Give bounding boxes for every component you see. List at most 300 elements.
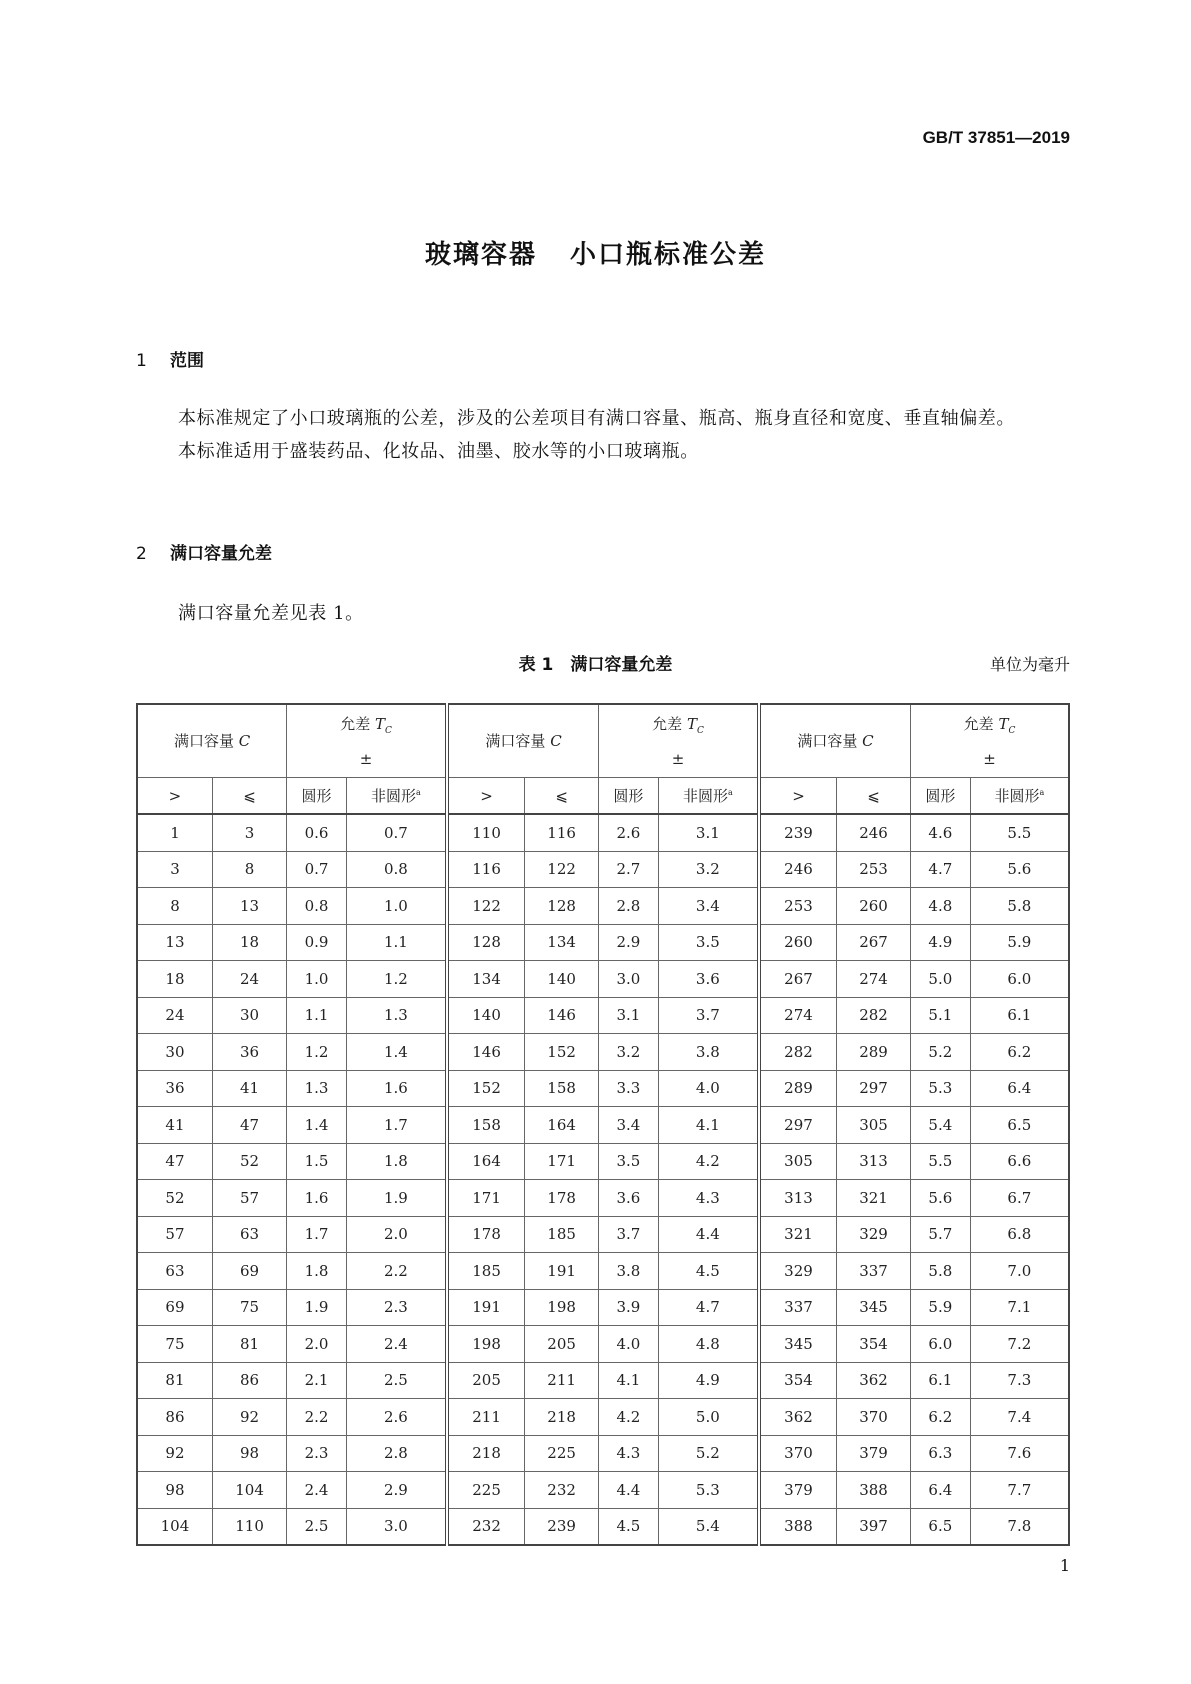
table-cell: 3.0 bbox=[599, 961, 659, 998]
table-cell: 397 bbox=[837, 1508, 911, 1545]
table-cell: 18 bbox=[212, 924, 286, 961]
header-tolerance bbox=[599, 704, 759, 778]
table-cell: 5.2 bbox=[911, 1034, 971, 1071]
table-cell: 2.2 bbox=[346, 1253, 447, 1290]
table-cell: 274 bbox=[837, 961, 911, 998]
table-cell: 2.6 bbox=[599, 814, 659, 851]
tolerance-symbol: T bbox=[998, 714, 1009, 733]
table-cell: 5.6 bbox=[970, 851, 1069, 888]
table-cell: 13 bbox=[137, 924, 212, 961]
table-cell: 7.1 bbox=[970, 1289, 1069, 1326]
table-cell: 4.0 bbox=[599, 1326, 659, 1363]
table-cell: 321 bbox=[759, 1216, 837, 1253]
plus-minus: ± bbox=[359, 749, 373, 768]
table-cell: 0.7 bbox=[287, 851, 347, 888]
table-cell: 4.1 bbox=[599, 1362, 659, 1399]
footnote-mark: a bbox=[727, 788, 733, 797]
table-cell: 47 bbox=[212, 1107, 286, 1144]
table-cell: 5.2 bbox=[658, 1435, 759, 1472]
table-cell: 3.6 bbox=[599, 1180, 659, 1217]
table-cell: 2.2 bbox=[287, 1399, 347, 1436]
table-cell: 1.4 bbox=[287, 1107, 347, 1144]
table-cell: 205 bbox=[447, 1362, 525, 1399]
paragraph: 本标准规定了小口玻璃瓶的公差，涉及的公差项目有满口容量、瓶高、瓶身直径和宽度、垂直轴偏差。 bbox=[178, 408, 1015, 429]
table-cell: 1.2 bbox=[346, 961, 447, 998]
table-cell: 128 bbox=[447, 924, 525, 961]
table-cell: 370 bbox=[759, 1435, 837, 1472]
table-cell: 3.9 bbox=[599, 1289, 659, 1326]
table-cell: 3.7 bbox=[599, 1216, 659, 1253]
table-cell: 7.8 bbox=[970, 1508, 1069, 1545]
capacity-label: 满口容量 bbox=[797, 732, 858, 750]
table-cell: 1.9 bbox=[287, 1289, 347, 1326]
table-cell: 274 bbox=[759, 997, 837, 1034]
table-cell: 337 bbox=[837, 1253, 911, 1290]
table-cell: 185 bbox=[525, 1216, 599, 1253]
table-cell: 3.8 bbox=[599, 1253, 659, 1290]
table-cell: 2.0 bbox=[346, 1216, 447, 1253]
table-cell: 98 bbox=[212, 1435, 286, 1472]
table-cell: 6.3 bbox=[911, 1435, 971, 1472]
section-2-body bbox=[136, 597, 1070, 630]
table-cell: 13 bbox=[212, 888, 286, 925]
table-cell: 2.4 bbox=[287, 1472, 347, 1509]
table-cell: 345 bbox=[759, 1326, 837, 1363]
table-cell: 3.1 bbox=[599, 997, 659, 1034]
table-cell: 7.4 bbox=[970, 1399, 1069, 1436]
table-row bbox=[137, 1253, 1069, 1290]
page-number: 1 bbox=[1059, 1556, 1070, 1575]
table-cell: 98 bbox=[137, 1472, 212, 1509]
table-row bbox=[137, 1326, 1069, 1363]
table-cell: 6.0 bbox=[911, 1326, 971, 1363]
table-cell: 3.2 bbox=[658, 851, 759, 888]
table-cell: 260 bbox=[759, 924, 837, 961]
table-cell: 4.8 bbox=[911, 888, 971, 925]
table-cell: 146 bbox=[447, 1034, 525, 1071]
table-cell: 297 bbox=[759, 1107, 837, 1144]
table-cell: 4.7 bbox=[658, 1289, 759, 1326]
table-cell: 7.7 bbox=[970, 1472, 1069, 1509]
table-cell: 1.0 bbox=[287, 961, 347, 998]
capacity-symbol: C bbox=[238, 732, 251, 750]
table-cell: 5.1 bbox=[911, 997, 971, 1034]
table-cell: 3.8 bbox=[658, 1034, 759, 1071]
table-cell: 6.0 bbox=[970, 961, 1069, 998]
table-cell: 5.9 bbox=[911, 1289, 971, 1326]
capacity-symbol: C bbox=[862, 732, 874, 750]
table-cell: 63 bbox=[212, 1216, 286, 1253]
table-cell: 185 bbox=[447, 1253, 525, 1290]
table-cell: 5.0 bbox=[911, 961, 971, 998]
table-cell: 379 bbox=[837, 1435, 911, 1472]
table-cell: 218 bbox=[447, 1435, 525, 1472]
subheader-row bbox=[137, 778, 1069, 815]
document-title: 玻璃容器 小口瓶标准公差 bbox=[424, 240, 767, 270]
table-row bbox=[137, 1180, 1069, 1217]
table-cell: 6.7 bbox=[970, 1180, 1069, 1217]
table-cell: 362 bbox=[837, 1362, 911, 1399]
table-cell: 6.2 bbox=[911, 1399, 971, 1436]
table-cell: 329 bbox=[837, 1216, 911, 1253]
table-cell: 2.1 bbox=[287, 1362, 347, 1399]
standard-number: GB/T 37851—2019 bbox=[922, 128, 1070, 147]
col-round: 圆形 bbox=[911, 778, 971, 815]
col-greater-than: > bbox=[447, 778, 525, 815]
col-less-equal: ⩽ bbox=[525, 778, 599, 815]
table-cell: 122 bbox=[447, 888, 525, 925]
col-round: 圆形 bbox=[287, 778, 347, 815]
section-number: 2 bbox=[136, 544, 147, 564]
table-cell: 6.1 bbox=[911, 1362, 971, 1399]
table-row bbox=[137, 1435, 1069, 1472]
table-cell: 164 bbox=[525, 1107, 599, 1144]
table-cell: 4.9 bbox=[658, 1362, 759, 1399]
table-cell: 3.7 bbox=[658, 997, 759, 1034]
table-cell: 178 bbox=[525, 1180, 599, 1217]
table-cell: 4.3 bbox=[599, 1435, 659, 1472]
table-cell: 0.7 bbox=[346, 814, 447, 851]
table-cell: 140 bbox=[447, 997, 525, 1034]
col-non-round bbox=[658, 778, 759, 815]
tolerance-label: 允差 bbox=[340, 714, 371, 733]
table-cell: 345 bbox=[837, 1289, 911, 1326]
table-cell: 92 bbox=[212, 1399, 286, 1436]
table-cell: 4.3 bbox=[658, 1180, 759, 1217]
table-caption: 表 1 满口容量允差 bbox=[518, 655, 673, 675]
table-cell: 4.1 bbox=[658, 1107, 759, 1144]
table-cell: 164 bbox=[447, 1143, 525, 1180]
table-cell: 6.5 bbox=[970, 1107, 1069, 1144]
table-cell: 1.8 bbox=[287, 1253, 347, 1290]
tolerance-subscript: C bbox=[696, 725, 704, 736]
table-cell: 116 bbox=[447, 851, 525, 888]
table-cell: 110 bbox=[447, 814, 525, 851]
table-cell: 57 bbox=[137, 1216, 212, 1253]
table-cell: 239 bbox=[525, 1508, 599, 1545]
table-row bbox=[137, 961, 1069, 998]
tolerance-label: 允差 bbox=[963, 714, 994, 733]
table-cell: 75 bbox=[137, 1326, 212, 1363]
capacity-symbol: C bbox=[550, 732, 562, 750]
table-cell: 24 bbox=[137, 997, 212, 1034]
table-cell: 0.6 bbox=[287, 814, 347, 851]
table-cell: 134 bbox=[447, 961, 525, 998]
table-cell: 171 bbox=[525, 1143, 599, 1180]
capacity-label: 满口容量 bbox=[173, 732, 234, 750]
table-cell: 128 bbox=[525, 888, 599, 925]
table-cell: 4.2 bbox=[658, 1143, 759, 1180]
table-cell: 232 bbox=[525, 1472, 599, 1509]
table-cell: 5.4 bbox=[911, 1107, 971, 1144]
table-cell: 0.9 bbox=[287, 924, 347, 961]
section-2-heading bbox=[136, 539, 272, 564]
table-cell: 2.8 bbox=[599, 888, 659, 925]
table-cell: 5.5 bbox=[970, 814, 1069, 851]
table-cell: 7.0 bbox=[970, 1253, 1069, 1290]
table-cell: 86 bbox=[212, 1362, 286, 1399]
table-row bbox=[137, 851, 1069, 888]
header-row bbox=[137, 704, 1069, 778]
table-cell: 305 bbox=[837, 1107, 911, 1144]
table-cell: 3.0 bbox=[346, 1508, 447, 1545]
table-cell: 1.9 bbox=[346, 1180, 447, 1217]
table-cell: 191 bbox=[525, 1253, 599, 1290]
table-cell: 6.2 bbox=[970, 1034, 1069, 1071]
table-row bbox=[137, 1289, 1069, 1326]
table-cell: 289 bbox=[759, 1070, 837, 1107]
table-cell: 2.9 bbox=[599, 924, 659, 961]
table-row bbox=[137, 1216, 1069, 1253]
table-cell: 7.3 bbox=[970, 1362, 1069, 1399]
table-cell: 282 bbox=[837, 997, 911, 1034]
table-cell: 232 bbox=[447, 1508, 525, 1545]
table-cell: 4.6 bbox=[911, 814, 971, 851]
table-cell: 69 bbox=[212, 1253, 286, 1290]
footnote-mark: a bbox=[1039, 788, 1045, 797]
col-less-equal: ⩽ bbox=[212, 778, 286, 815]
table-cell: 7.2 bbox=[970, 1326, 1069, 1363]
col-non-round bbox=[970, 778, 1069, 815]
table-cell: 152 bbox=[525, 1034, 599, 1071]
table-cell: 134 bbox=[525, 924, 599, 961]
table-cell: 4.5 bbox=[599, 1508, 659, 1545]
table-cell: 1.7 bbox=[346, 1107, 447, 1144]
table-cell: 69 bbox=[137, 1289, 212, 1326]
table-cell: 18 bbox=[137, 961, 212, 998]
table-row bbox=[137, 1107, 1069, 1144]
table-row bbox=[137, 1362, 1069, 1399]
table-cell: 1.1 bbox=[287, 997, 347, 1034]
table-cell: 289 bbox=[837, 1034, 911, 1071]
table-cell: 1.8 bbox=[346, 1143, 447, 1180]
table-cell: 4.0 bbox=[658, 1070, 759, 1107]
table-cell: 0.8 bbox=[346, 851, 447, 888]
table-cell: 354 bbox=[759, 1362, 837, 1399]
table-cell: 3.5 bbox=[599, 1143, 659, 1180]
table-cell: 305 bbox=[759, 1143, 837, 1180]
table-cell: 104 bbox=[137, 1508, 212, 1545]
table-cell: 4.4 bbox=[658, 1216, 759, 1253]
capacity-label: 满口容量 bbox=[485, 732, 546, 750]
table-cell: 354 bbox=[837, 1326, 911, 1363]
table-cell: 86 bbox=[137, 1399, 212, 1436]
table-row bbox=[137, 814, 1069, 851]
table-row bbox=[137, 1034, 1069, 1071]
table-cell: 92 bbox=[137, 1435, 212, 1472]
non-round-label: 非圆形 bbox=[682, 787, 728, 805]
table-cell: 1.3 bbox=[346, 997, 447, 1034]
table-row bbox=[137, 1070, 1069, 1107]
table-cell: 225 bbox=[447, 1472, 525, 1509]
table-cell: 337 bbox=[759, 1289, 837, 1326]
table-cell: 6.1 bbox=[970, 997, 1069, 1034]
table-cell: 3 bbox=[137, 851, 212, 888]
table-cell: 5.3 bbox=[658, 1472, 759, 1509]
table-cell: 30 bbox=[212, 997, 286, 1034]
table-cell: 205 bbox=[525, 1326, 599, 1363]
paragraph: 满口容量允差见表 1。 bbox=[178, 603, 364, 624]
table-cell: 36 bbox=[137, 1070, 212, 1107]
table-cell: 7.6 bbox=[970, 1435, 1069, 1472]
table-cell: 1.6 bbox=[287, 1180, 347, 1217]
table-cell: 246 bbox=[837, 814, 911, 851]
header-capacity bbox=[759, 704, 911, 778]
table-cell: 198 bbox=[447, 1326, 525, 1363]
table-cell: 6.4 bbox=[911, 1472, 971, 1509]
section-title: 范围 bbox=[170, 351, 204, 371]
table-cell: 2.5 bbox=[346, 1362, 447, 1399]
table-cell: 313 bbox=[837, 1143, 911, 1180]
table-cell: 158 bbox=[525, 1070, 599, 1107]
table-row bbox=[137, 1508, 1069, 1545]
table-cell: 1.1 bbox=[346, 924, 447, 961]
table-cell: 3.3 bbox=[599, 1070, 659, 1107]
table-cell: 260 bbox=[837, 888, 911, 925]
table-cell: 379 bbox=[759, 1472, 837, 1509]
table-cell: 2.3 bbox=[287, 1435, 347, 1472]
col-round: 圆形 bbox=[599, 778, 659, 815]
table-unit: 单位为毫升 bbox=[989, 655, 1070, 674]
table-row bbox=[137, 1399, 1069, 1436]
table-cell: 6.8 bbox=[970, 1216, 1069, 1253]
table-cell: 75 bbox=[212, 1289, 286, 1326]
tolerance-symbol: T bbox=[375, 714, 386, 733]
table-cell: 2.8 bbox=[346, 1435, 447, 1472]
table-cell: 0.8 bbox=[287, 888, 347, 925]
table-row bbox=[137, 1472, 1069, 1509]
table-cell: 4.8 bbox=[658, 1326, 759, 1363]
table-cell: 5.3 bbox=[911, 1070, 971, 1107]
plus-minus: ± bbox=[983, 749, 996, 768]
tolerance-subscript: C bbox=[385, 725, 392, 736]
table-cell: 2.6 bbox=[346, 1399, 447, 1436]
table-row bbox=[137, 888, 1069, 925]
table-cell: 253 bbox=[837, 851, 911, 888]
table-cell: 218 bbox=[525, 1399, 599, 1436]
table-cell: 321 bbox=[837, 1180, 911, 1217]
table-cell: 1.6 bbox=[346, 1070, 447, 1107]
table-cell: 2.7 bbox=[599, 851, 659, 888]
paragraph: 本标准适用于盛装药品、化妆品、油墨、胶水等的小口玻璃瓶。 bbox=[178, 441, 699, 462]
table-row bbox=[137, 997, 1069, 1034]
table-cell: 329 bbox=[759, 1253, 837, 1290]
table-cell: 246 bbox=[759, 851, 837, 888]
table-cell: 370 bbox=[837, 1399, 911, 1436]
table-cell: 3.4 bbox=[599, 1107, 659, 1144]
tolerance-symbol: T bbox=[686, 714, 697, 733]
table-cell: 3.6 bbox=[658, 961, 759, 998]
table-cell: 5.8 bbox=[970, 888, 1069, 925]
section-1-body bbox=[136, 402, 1070, 468]
table-cell: 8 bbox=[137, 888, 212, 925]
section-1-heading bbox=[136, 346, 204, 371]
table-row bbox=[137, 924, 1069, 961]
table-cell: 63 bbox=[137, 1253, 212, 1290]
col-greater-than: > bbox=[759, 778, 837, 815]
table-cell: 3.2 bbox=[599, 1034, 659, 1071]
table-cell: 6.6 bbox=[970, 1143, 1069, 1180]
table-cell: 5.0 bbox=[658, 1399, 759, 1436]
col-less-equal: ⩽ bbox=[837, 778, 911, 815]
table-cell: 4.7 bbox=[911, 851, 971, 888]
table-cell: 30 bbox=[137, 1034, 212, 1071]
table-cell: 81 bbox=[212, 1326, 286, 1363]
table-cell: 3.1 bbox=[658, 814, 759, 851]
section-title: 满口容量允差 bbox=[170, 544, 272, 564]
table-cell: 225 bbox=[525, 1435, 599, 1472]
table-cell: 5.8 bbox=[911, 1253, 971, 1290]
table-cell: 4.2 bbox=[599, 1399, 659, 1436]
table-cell: 52 bbox=[137, 1180, 212, 1217]
table-cell: 3.5 bbox=[658, 924, 759, 961]
header-capacity bbox=[137, 704, 287, 778]
footnote-mark: a bbox=[416, 788, 421, 797]
table-cell: 5.5 bbox=[911, 1143, 971, 1180]
table-cell: 8 bbox=[212, 851, 286, 888]
non-round-label: 非圆形 bbox=[994, 787, 1040, 805]
plus-minus: ± bbox=[671, 749, 685, 768]
tolerance-label: 允差 bbox=[652, 714, 683, 733]
table-cell: 1.4 bbox=[346, 1034, 447, 1071]
col-non-round bbox=[346, 778, 447, 815]
table-cell: 1 bbox=[137, 814, 212, 851]
table-cell: 211 bbox=[447, 1399, 525, 1436]
section-number: 1 bbox=[136, 351, 147, 371]
table-cell: 1.7 bbox=[287, 1216, 347, 1253]
table-cell: 81 bbox=[137, 1362, 212, 1399]
table-cell: 5.9 bbox=[970, 924, 1069, 961]
table-cell: 52 bbox=[212, 1143, 286, 1180]
table-cell: 6.4 bbox=[970, 1070, 1069, 1107]
table-cell: 140 bbox=[525, 961, 599, 998]
table-cell: 41 bbox=[212, 1070, 286, 1107]
table-cell: 6.5 bbox=[911, 1508, 971, 1545]
table-cell: 5.6 bbox=[911, 1180, 971, 1217]
table-cell: 1.0 bbox=[346, 888, 447, 925]
col-greater-than: > bbox=[137, 778, 212, 815]
table-cell: 110 bbox=[212, 1508, 286, 1545]
table-cell: 1.5 bbox=[287, 1143, 347, 1180]
table-cell: 4.9 bbox=[911, 924, 971, 961]
table-cell: 158 bbox=[447, 1107, 525, 1144]
table-cell: 4.4 bbox=[599, 1472, 659, 1509]
table-cell: 3.4 bbox=[658, 888, 759, 925]
table-cell: 146 bbox=[525, 997, 599, 1034]
table-cell: 2.3 bbox=[346, 1289, 447, 1326]
table-cell: 1.2 bbox=[287, 1034, 347, 1071]
table-cell: 41 bbox=[137, 1107, 212, 1144]
table-cell: 2.4 bbox=[346, 1326, 447, 1363]
table-cell: 1.3 bbox=[287, 1070, 347, 1107]
table-cell: 2.5 bbox=[287, 1508, 347, 1545]
table-cell: 388 bbox=[837, 1472, 911, 1509]
table-cell: 2.9 bbox=[346, 1472, 447, 1509]
table-cell: 104 bbox=[212, 1472, 286, 1509]
table-cell: 122 bbox=[525, 851, 599, 888]
table-cell: 282 bbox=[759, 1034, 837, 1071]
tolerance-table bbox=[136, 703, 1070, 1546]
table-cell: 36 bbox=[212, 1034, 286, 1071]
table-cell: 267 bbox=[837, 924, 911, 961]
table-cell: 5.7 bbox=[911, 1216, 971, 1253]
table-row bbox=[137, 1143, 1069, 1180]
table-cell: 267 bbox=[759, 961, 837, 998]
table-cell: 4.5 bbox=[658, 1253, 759, 1290]
table-cell: 57 bbox=[212, 1180, 286, 1217]
header-tolerance bbox=[287, 704, 447, 778]
table-cell: 47 bbox=[137, 1143, 212, 1180]
